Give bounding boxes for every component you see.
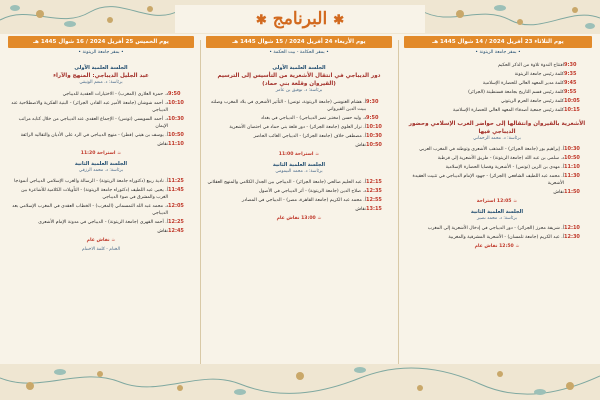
list-item xyxy=(8,219,194,226)
entry-text: نقاش xyxy=(157,229,168,234)
entry-text: د. أحمد شوشان (جامعة الأمير عبد القادر، الجزائر) - البنية الفكرية والاصطلاحية عند الديباجي xyxy=(11,100,168,113)
session-heading: الجلسة العلمية الثانية xyxy=(470,208,524,215)
time-label: 11:25 xyxy=(168,178,184,184)
day-header-wednesday: يوم الأربعاء 24 أفريل 2024 / 15 شوال 1445 هـ xyxy=(206,36,392,48)
list-item xyxy=(8,228,194,235)
star-icon: ✱ xyxy=(333,13,345,28)
session-title: دور الديباجي في انتقال الأشعرية من التأسيس إلى الترسيم (القيروان وقلعة بني حماد) xyxy=(217,73,381,87)
list-item xyxy=(404,173,590,187)
list-item xyxy=(206,115,392,122)
entry-text: أ. محمد عبد اللطيف الشافعي (الجزائر) - جهود الإمام الديباجي في تثبيت العقيدة الأشعرية xyxy=(412,173,564,186)
break-label: ☕ استراحة 11:00 xyxy=(278,151,320,157)
session-chair: برئاسة: د. محمد نصير xyxy=(476,215,518,221)
list-item xyxy=(404,146,590,153)
session-heading: الجلسة العلمية الأولى xyxy=(74,65,128,71)
closing-note: الختام - كلمة الاختتام xyxy=(81,247,121,252)
time-label: 12:25 xyxy=(168,219,184,225)
entry-text: أ. شريفة محرز (الجزائر) - دور الديباجي في إدخال الأشعرية إلى المغرب xyxy=(427,226,564,231)
entry-text: أ. يوسف بن هيني (قطر) - منهج الديباجي في الرد على الأديان والتقاليد الزائفة xyxy=(20,132,168,138)
time-label: 11:10 xyxy=(564,163,580,170)
time-label: 10:10 xyxy=(366,123,382,130)
time-label: 11:50 xyxy=(564,188,580,195)
list-item xyxy=(206,206,392,213)
programme-title xyxy=(175,5,425,35)
list-item xyxy=(206,124,392,131)
list-item xyxy=(8,178,194,185)
list-item xyxy=(206,133,392,140)
list-item xyxy=(404,62,590,69)
session-chair: برئاسة: د. محمد التيمومي xyxy=(275,168,323,174)
column-wednesday xyxy=(206,62,392,225)
list-item xyxy=(404,80,590,87)
time-label: 12:30 xyxy=(564,234,580,240)
entry-text: نقاش xyxy=(553,189,564,195)
time-label: 9:35 xyxy=(564,71,577,77)
entry-text: كلمة مدير المعهد العالي للحضارة الإسلامية xyxy=(482,81,564,86)
time-label: 12:45 xyxy=(168,228,184,234)
entry-text: نقاش xyxy=(157,141,168,147)
session-chair: برئاسة: د. منعم الوثيقي xyxy=(79,80,123,85)
time-label: 12:15 xyxy=(366,179,382,185)
list-item xyxy=(404,189,590,196)
entry-text: د. أحمد السويسي (تونس) - الإجماع العقدي عند الديباجي من خلال كتابه مراتب الإيمان xyxy=(18,116,168,129)
list-item xyxy=(8,91,194,98)
list-item xyxy=(404,234,590,241)
list-item xyxy=(404,107,590,114)
entry-text: أ. نادية ربيع (دكتوراه جامعة الزيتونة) - الرسالة والغرب الإسلامي الديباجي أنموذجا xyxy=(14,179,168,184)
session-chair: برئاسة: د. محمد الرحماني xyxy=(473,136,521,141)
session-chair: برئاسة: د. توفيق بن عامر xyxy=(275,88,323,93)
entry-text: أ. إبراهيم بور (جامعة الجزائر) - المذهب الأشعري وتوطنه في المغرب العربي xyxy=(419,146,564,152)
entry-text: أ. مهدي بن الزين (تونس) - الأشعرية وقضايا الحضارة الإسلامية xyxy=(445,164,564,170)
entry-text: نقاش xyxy=(355,207,366,212)
list-item xyxy=(206,188,392,195)
entry-text: أ. نزار العلوي (جامعة الجزائر) - دور قلعة بني حماد في احتضان الأشعرية xyxy=(229,124,366,130)
session-heading: الجلسة العلمية الثانية xyxy=(74,160,128,167)
venue-wednesday: • بمقر الحكامة - بيت الحكمة • xyxy=(269,50,329,55)
time-label: 9:30 xyxy=(564,62,577,68)
list-item xyxy=(8,132,194,139)
time-label: 13:15 xyxy=(366,206,382,212)
session-heading: الجلسة العلمية الثانية xyxy=(272,161,326,168)
entry-text: نقاش xyxy=(355,142,366,148)
column-divider xyxy=(200,40,201,370)
list-item xyxy=(8,187,194,201)
time-label: 11:10 xyxy=(168,140,184,147)
entry-text: أ. مصطفى خلاف (جامعة الجزائر) - الديباجي الغائب الحاضر xyxy=(253,133,366,139)
time-label: 10:30 xyxy=(168,115,184,122)
time-label: 9:50 xyxy=(366,114,379,121)
star-icon: ✱ xyxy=(255,13,267,28)
column-divider xyxy=(398,40,399,370)
column-tuesday xyxy=(404,62,590,253)
list-item xyxy=(8,141,194,148)
entry-text: د. محمد عبد الله التمسماني (المغرب) - الخطاب العقدي في المغرب الإسلامي بعد الديباجي xyxy=(12,204,168,216)
list-item xyxy=(8,116,194,130)
time-label: 9:45 xyxy=(564,80,577,86)
list-item xyxy=(8,100,194,114)
entry-text: افتتاح الندوة تلاوة من الذكر الحكيم xyxy=(497,63,564,68)
time-label: 12:05 xyxy=(168,203,184,209)
entry-text: أ. محمد عبد الكريم (جامعة القاهرة، مصر) - الديباجي في المصادر xyxy=(241,198,366,203)
entry-text: د. صلاح الدين (جامعة الزيتونة) - أثر الديباجي في الأصول xyxy=(258,189,366,194)
break-label: ☕ 12:05 استراحة xyxy=(476,198,518,204)
entry-text: كلمة رئيس جامعة الحرم الزيتوني xyxy=(500,99,564,104)
time-label: 11:30 xyxy=(564,172,580,179)
entry-text: كلمة رئيس جمعية أصدقاء المعهد العالي للحضارة الإسلامية xyxy=(453,108,564,113)
time-label: 10:50 xyxy=(564,154,580,161)
entry-text: د. حمزة العلاري (المغرب) - الاختيارات العقدية للديباجي xyxy=(62,91,168,97)
venue-tuesday: • بمقر جامعة الزيتونة • xyxy=(475,50,521,55)
entry-text: أ. يحيى عبد اللطيف (دكتوراه جامعة الزيتونة) - التأويلات الكلامية للأشاعرة بين الغرب والمشرق في ضوء الديباجي xyxy=(21,188,168,200)
time-label: 12:35 xyxy=(366,188,382,194)
list-item xyxy=(404,225,590,232)
break-label: ☕ استراحة 11:20 xyxy=(80,150,122,156)
programme-title-box xyxy=(175,5,425,33)
entry-text: أ. هشام الغنوشي (جامعة الزيتونة، تونس) - التأثير الأشعري في بلاد المغرب وصلته ببيت الدين القيرواني xyxy=(211,99,366,112)
list-item xyxy=(8,203,194,217)
list-item xyxy=(404,89,590,96)
time-label: 12:55 xyxy=(366,197,382,203)
time-label: 12:10 xyxy=(564,225,580,231)
time-label: 10:30 xyxy=(564,145,580,152)
entry-text: د. سلمى بن عبد الله (جامعة الزيتونة) - طريق الأشعرية إلى قرطبة xyxy=(437,155,564,161)
time-label: 9:50 xyxy=(168,90,181,97)
time-label: 9:30 xyxy=(366,98,379,105)
session-heading: الجلسة العلمية الأولى xyxy=(272,65,326,71)
time-label: 10:50 xyxy=(168,131,184,138)
entry-text: أ. أحمد القهري (جامعة الزيتونة) - الديباجي في مدونة الإمام الأشعري xyxy=(38,220,168,225)
list-item xyxy=(206,99,392,113)
break-label: ☕ نقاش عام xyxy=(86,238,116,243)
break-label: ☕ 12:50 نقاش عام xyxy=(474,244,520,249)
time-label: 10:50 xyxy=(366,141,382,148)
column-thursday xyxy=(8,62,194,254)
venue-thursday: • بمقر جامعة الزيتونة • xyxy=(78,50,124,55)
session-title: عبد الجليل الديباجي: المنهج والآراء xyxy=(53,73,149,79)
day-header-thursday: يوم الخميس 25 أفريل 2024 / 16 شوال 1445 هـ xyxy=(8,36,194,48)
title-text: البرنامج xyxy=(272,9,328,29)
list-item xyxy=(404,155,590,162)
list-item xyxy=(206,197,392,204)
entry-text: أ. عبد الكريم (جامعة تلمسان) - الأشعرية المشرقية والمغربية xyxy=(448,235,564,240)
list-item xyxy=(206,142,392,149)
list-item xyxy=(206,179,392,186)
session-title: الأشعرية بالقيروان وانتقالها إلى حواضر الغرب الإسلامي وحضور الديباجي فيها xyxy=(408,121,586,135)
entry-text: كلمة رئيس قسم التاريخ بجامعة قسنطينة (الجزائر) xyxy=(468,90,564,95)
break-label: ☕ 13:00 نقاش عام xyxy=(276,216,322,221)
bottom-floral-ornament xyxy=(0,364,600,400)
time-label: 11:45 xyxy=(168,187,184,193)
entry-text: أ. عبد الحليم صالحي (جامعة الجزائر) - الديباجي بين الجدل الكلامي والمنهج العقلاني xyxy=(207,180,366,185)
session-chair: برئاسة: د. محمد الرزقي xyxy=(78,167,124,173)
time-label: 10:30 xyxy=(366,132,382,139)
time-label: 10:15 xyxy=(564,107,580,113)
list-item xyxy=(404,98,590,105)
entry-text: د. وليد حسن (مختبر نصر الديباجي) - الديباجي في بغداد xyxy=(260,115,366,121)
time-label: 10:05 xyxy=(564,98,580,104)
list-item xyxy=(404,71,590,78)
time-label: 10:10 xyxy=(168,99,184,106)
time-label: 9:55 xyxy=(564,89,577,95)
list-item xyxy=(404,164,590,171)
day-header-tuesday: يوم الثلاثاء 23 أفريل 2024 / 14 شوال 1445 هـ xyxy=(404,36,592,48)
entry-text: كلمة رئيس جامعة الزيتونة xyxy=(514,72,564,77)
